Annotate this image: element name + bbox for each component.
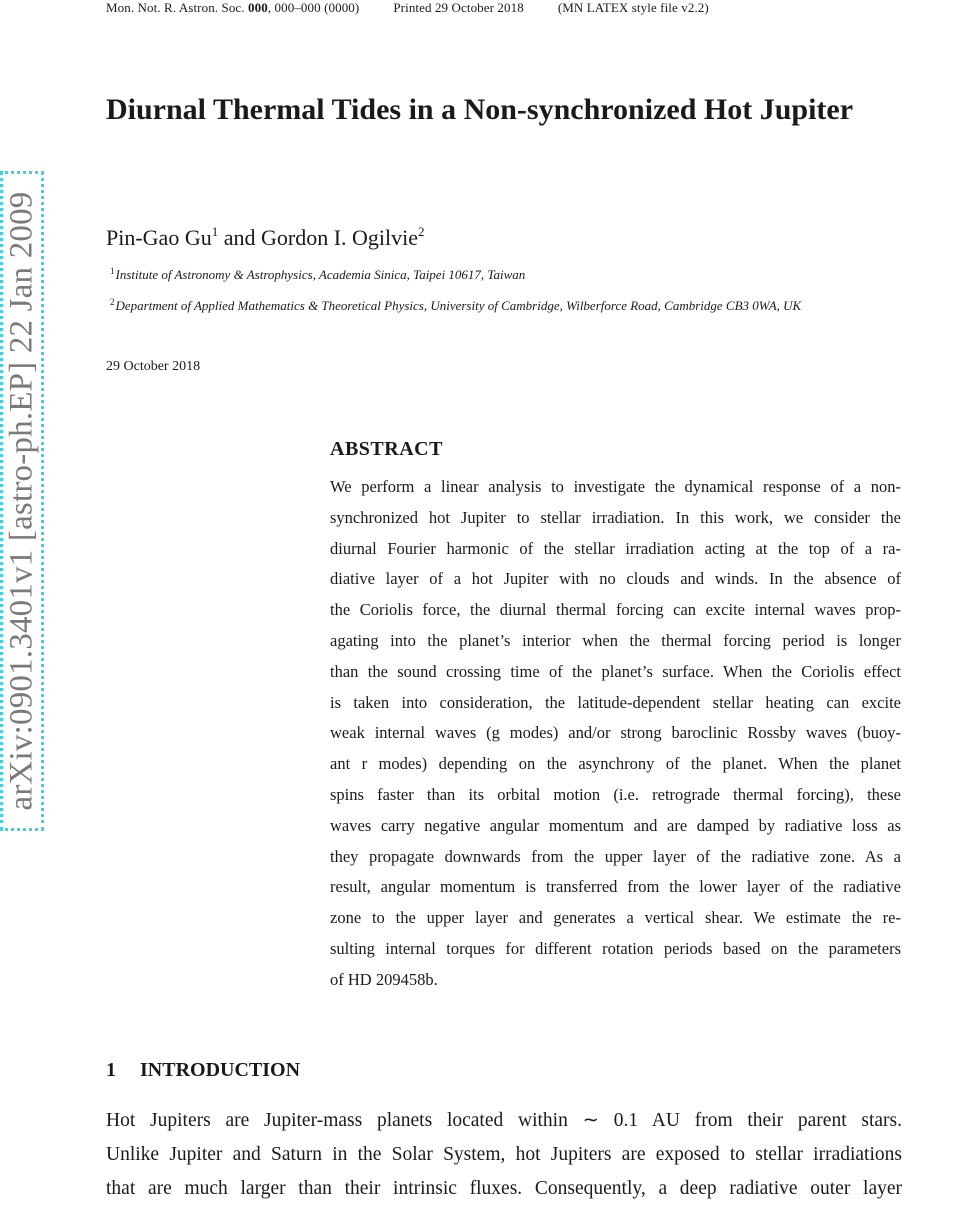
affiliation-mark: 2 — [110, 297, 115, 307]
section-heading-introduction — [106, 1059, 300, 1082]
affiliation-text: Department of Applied Mathematics & Theoretical Physics, University of Cambridge, Wilberforce Road, Cambridge CB3 0WA, UK — [115, 298, 802, 313]
affiliation-mark: 1 — [211, 224, 219, 239]
body-line: that are much larger than their intrinsic fluxes. Consequently, a deep radiative outer layer — [106, 1178, 902, 1199]
running-head — [106, 0, 709, 16]
abstract-line: diurnal Fourier harmonic of the stellar irradiation acting at the top of a ra- — [330, 538, 901, 558]
affiliation-text: Institute of Astronomy & Astrophysics, Academia Sinica, Taipei 10617, Taiwan — [115, 267, 526, 282]
abstract-line: We perform a linear analysis to investigate the dynamical response of a non- — [330, 477, 901, 496]
abstract-line: is taken into consideration, the latitude-dependent stellar heating can excite — [330, 692, 901, 712]
paper-title: Diurnal Thermal Tides in a Non-synchronized Hot Jupiter — [106, 93, 854, 126]
author-name: Gordon I. Ogilvie — [260, 225, 419, 250]
abstract-line: result, angular momentum is transferred from the lower layer of the radiative — [330, 877, 901, 897]
journal-citation: Mon. Not. R. Astron. Soc. 000, 000–000 (0000) — [106, 0, 360, 15]
arxiv-identifier: arXiv:0901.3401v1 [astro-ph.EP] 22 Jan 2009 — [3, 191, 40, 811]
section-number: 1 — [106, 1059, 116, 1081]
abstract-line: spins faster than its orbital motion (i.e. retrograde thermal forcing), these — [330, 784, 901, 804]
abstract-line: synchronized hot Jupiter to stellar irradiation. In this work, we consider the — [330, 507, 901, 527]
abstract-heading: ABSTRACT — [330, 438, 443, 460]
abstract-line: sulting internal torques for different rotation periods based on the parameters — [330, 938, 901, 958]
author-connector: and — [218, 225, 261, 250]
abstract-line: diative layer of a hot Jupiter with no clouds and winds. In the absence of — [330, 569, 901, 589]
abstract-line: than the sound crossing time of the planet’s surface. When the Coriolis effect — [330, 661, 901, 681]
abstract-line: they propagate downwards from the upper layer of the radiative zone. As a — [330, 846, 901, 866]
affiliation — [110, 266, 525, 283]
abstract-line: weak internal waves (g modes) and/or strong baroclinic Rossby waves (buoy- — [330, 723, 901, 743]
paper-date: 29 October 2018 — [106, 359, 201, 374]
section-title: INTRODUCTION — [140, 1059, 301, 1081]
abstract-line: agating into the planet’s interior when the thermal forcing period is longer — [330, 630, 901, 650]
introduction-body — [106, 1104, 902, 1206]
body-line: Unlike Jupiter and Saturn in the Solar System, hot Jupiters are exposed to stellar irradiations — [106, 1144, 902, 1165]
abstract-body — [330, 472, 901, 996]
author-list — [106, 224, 425, 251]
affiliation-mark: 1 — [110, 266, 115, 276]
affiliation-mark: 2 — [418, 224, 425, 239]
author-name: Pin-Gao Gu — [106, 225, 212, 250]
abstract-line: ant r modes) depending on the asynchrony of the planet. When the planet — [330, 754, 901, 774]
abstract-line: waves carry negative angular momentum and are damped by radiative loss as — [330, 815, 901, 835]
abstract-line: the Coriolis force, the diurnal thermal forcing can excite internal waves prop- — [330, 600, 901, 620]
style-file-note: (MN LATEX style file v2.2) — [557, 0, 709, 15]
abstract-line: zone to the upper layer and generates a vertical shear. We estimate the re- — [330, 908, 901, 928]
abstract-line: of HD 209458b. — [330, 969, 438, 989]
body-line: Hot Jupiters are Jupiter-mass planets located within ∼ 0.1 AU from their parent stars. — [106, 1110, 902, 1131]
arxiv-stamp[interactable] — [0, 171, 44, 831]
printed-date: Printed 29 October 2018 — [393, 0, 524, 15]
affiliation — [110, 297, 801, 314]
